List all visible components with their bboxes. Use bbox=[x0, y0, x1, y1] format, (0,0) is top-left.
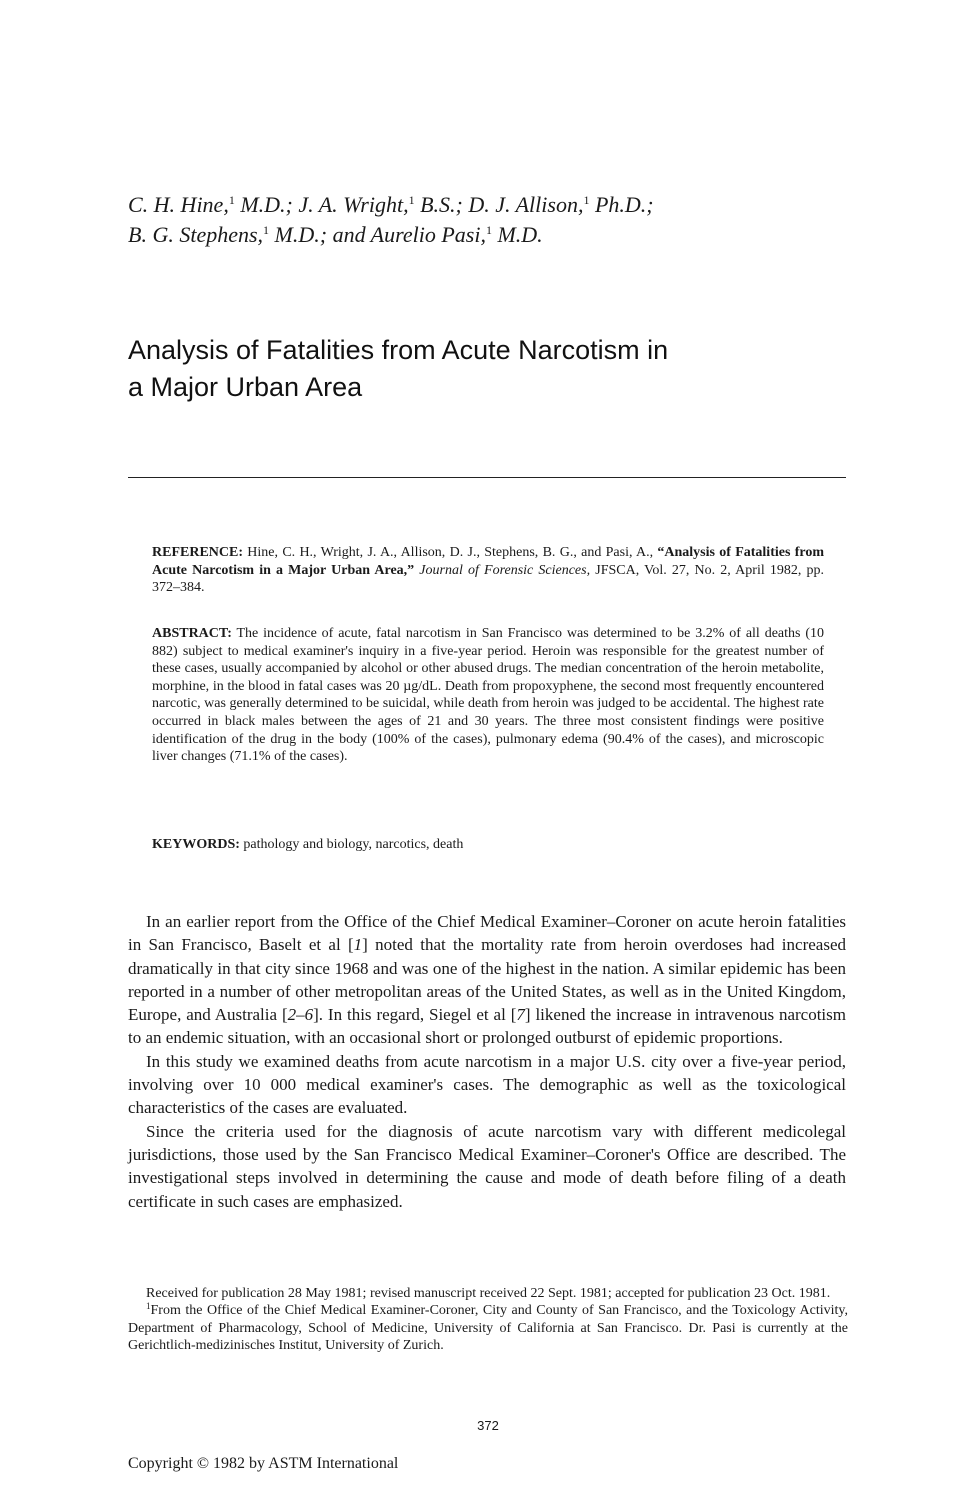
author-name: B. G. Stephens, bbox=[128, 222, 264, 247]
author-degree: M.D.; bbox=[234, 192, 299, 217]
author-degree: Ph.D.; bbox=[589, 192, 654, 217]
affiliation-mark: 1 bbox=[485, 223, 492, 237]
reference-journal: Journal of Forensic Sciences, bbox=[414, 562, 591, 578]
author-degree: M.D. bbox=[491, 222, 543, 247]
title-line-1: Analysis of Fatalities from Acute Narcotism in bbox=[128, 335, 669, 365]
reference-article-title: “Analysis of Fatalities from Acute Narcotism in a Major Urban Area,” bbox=[152, 545, 824, 578]
abstract-text: The incidence of acute, fatal narcotism in San Francisco was determined to be 3.2% of all deaths (10 882) subject to medical examiner's inquiry in a five-year period. Heroin was responsible for the greatest number of these cases, usually accompanied by alcohol or other abused drugs. The median concentration of the heroin metabolite, morphine, in the blood in fatal cases was 20 µg/dL. Death from propoxyphene, the second most frequently encountered narcotic, was generally determined to be suicidal, while death from heroin was judged to be accidental. The highest rate occurred in black males between the ages of 21 and 30 years. The three most consistent findings were positive identification of the drug in the body (100% of the cases), pulmonary edema (90.4% of the cases), and microscopic liver changes (71.1% of the cases). bbox=[152, 626, 824, 765]
keywords-label: KEYWORDS: bbox=[152, 837, 240, 852]
reference-authors: Hine, C. H., Wright, J. A., Allison, D. J., Stephens, B. G., and Pasi, A., bbox=[243, 545, 658, 560]
footnote-received: Received for publication 28 May 1981; revised manuscript received 22 Sept. 1981; accepted for publication 23 Oct. 1981. bbox=[146, 1286, 831, 1301]
author-name: D. J. Allison, bbox=[468, 192, 584, 217]
author-name: C. H. Hine, bbox=[128, 192, 229, 217]
body-text-run: In an earlier report from the Office of the Chief Medical Examiner–Coroner on acute heroin fatalities in San Francisco, Baselt et al [ bbox=[128, 912, 846, 955]
author-line-2 bbox=[128, 220, 888, 250]
reference-block bbox=[152, 544, 824, 597]
footnotes bbox=[128, 1285, 848, 1355]
title-divider bbox=[128, 477, 846, 478]
body-text-run: ] noted that the mortality rate from heroin overdoses had increased dramatically in that city since 1968 and was one of the highest in the nation. A similar epidemic has been reported in a number of other metropolitan areas of the United States, as well as in the United Kingdom, Europe, and Australia [ bbox=[128, 935, 846, 1025]
body-paragraph-1 bbox=[128, 910, 846, 1050]
paper-title bbox=[128, 332, 848, 406]
affiliation-mark: 1 bbox=[228, 193, 235, 207]
affiliation-mark: 1 bbox=[263, 223, 270, 237]
body-text bbox=[128, 910, 846, 1213]
citation: 2–6 bbox=[287, 1005, 314, 1025]
author-name: J. A. Wright, bbox=[298, 192, 409, 217]
abstract-label: ABSTRACT: bbox=[152, 626, 232, 641]
page-number: 372 bbox=[477, 1418, 499, 1433]
title-line-2: a Major Urban Area bbox=[128, 372, 363, 402]
affiliation-mark: 1 bbox=[408, 193, 415, 207]
reference-details: JFSCA, Vol. 27, No. 2, April 1982, pp. 372–384. bbox=[152, 562, 824, 596]
keywords-text: pathology and biology, narcotics, death bbox=[239, 837, 464, 852]
copyright-notice: Copyright © 1982 by ASTM International bbox=[128, 1455, 399, 1472]
footnote-affiliation-text: From the Office of the Chief Medical Examiner-Coroner, City and County of San Francisco, and the Toxicology Activity, Department of Pharmacology, School of Medicine, University of California at San Francisco. Dr. Pasi is currently at the Gerichtlich-medizinisches Institut, University of Zurich. bbox=[128, 1303, 848, 1354]
body-paragraph-3: Since the criteria used for the diagnosis of acute narcotism vary with different medicolegal jurisdictions, those used by the San Francisco Medical Examiner–Coroner's Office are described. The investigational steps involved in determining the cause and mode of death before filing of a death certificate in such cases are emphasized. bbox=[128, 1121, 846, 1211]
body-text-run: ] likened the increase in intravenous narcotism to an endemic situation, with an occasional short or prolonged outburst of epidemic proportions. bbox=[128, 1005, 846, 1048]
author-degree: B.S.; bbox=[414, 192, 469, 217]
author-list bbox=[128, 190, 888, 250]
footnote-affiliation bbox=[128, 1302, 848, 1354]
citation: 1 bbox=[353, 935, 363, 955]
author-degree: M.D.; bbox=[269, 222, 333, 247]
keywords-block bbox=[152, 836, 824, 854]
author-line-1 bbox=[128, 190, 888, 220]
citation: 7 bbox=[516, 1005, 525, 1025]
reference-label: REFERENCE: bbox=[152, 545, 244, 560]
author-name: and Aurelio Pasi, bbox=[332, 222, 486, 247]
abstract-block bbox=[152, 625, 824, 766]
body-paragraph-2: In this study we examined deaths from acute narcotism in a major U.S. city over a five-year period, involving over 10 000 medical examiner's cases. The demographic as well as the toxicological characteristics of the cases are evaluated. bbox=[128, 1051, 846, 1118]
body-text-run: ]. In this regard, Siegel et al [ bbox=[313, 1005, 517, 1025]
affiliation-mark: 1 bbox=[583, 193, 590, 207]
footnote-mark: 1 bbox=[146, 1301, 151, 1312]
